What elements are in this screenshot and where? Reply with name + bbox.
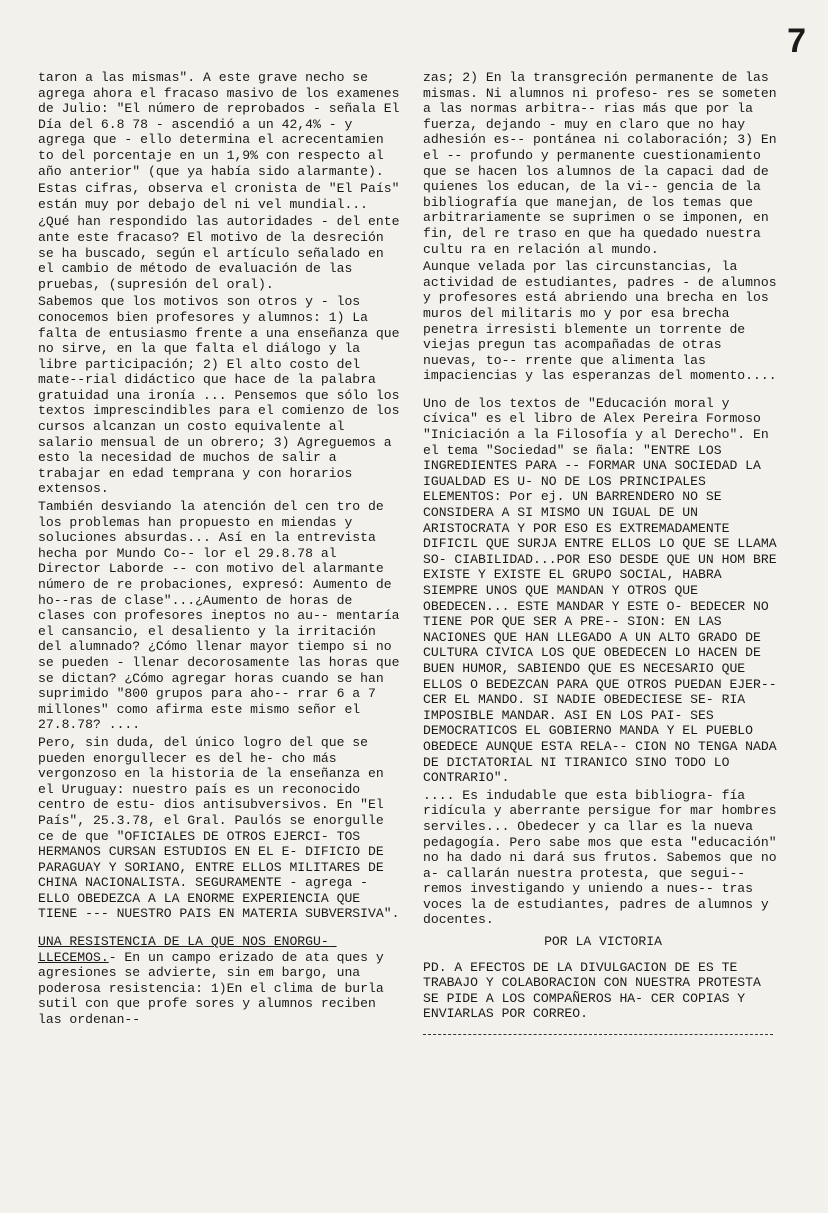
dashed-divider [423, 1034, 773, 1035]
paragraph: taron a las mismas". A este grave necho se agrega ahora el fracaso masivo de los examenes de Julio: "El número de reprobados - señala El Día del 6.8 78 - ascendió a un 42,4% - y agrega que - ello determina el acrecentamien to del porcentaje en un 1,9% con respecto al año anterior" (que ya había sido alarmante). [38, 70, 408, 179]
paragraph: zas; 2) En la transgreción permanente de las mismas. Ni alumnos ni profeso- res se someten a las normas arbitra-- rias más que por la fuerza, dejando - muy en claro que no hay adhesión es-- pontánea ni colaboración; 3) En el -- profundo y permanente cuestionamiento que se hacen los alumnos de la capaci dad de quienes los educan, de la vi-- gencia de la bibliografía que manejan, de los temas que arbitrariamente se suprimen o se imponen, en fin, del re traso en que ha quedado nuestra cultu ra en relación al mundo. [423, 70, 785, 257]
paragraph: Pero, sin duda, del único logro del que se pueden enorgullecer es del he- cho más vergonzoso en la historia de la enseñanza en el Uruguay: nuestro país es un reconocido centro de estu- dios antisubversivos. En "El País", 25.3.78, el Gral. Paulós se enorgulle ce de que "OFICIALES DE OTROS EJERCI- TOS HERMANOS CURSAN ESTUDIOS EN EL E- DIFICIO DE PARAGUAY Y SORIANO, ENTRE ELLOS MILITARES DE CHINA NACIONALISTA. SEGURAMENTE - agrega - ELLO OBEDEZCA A LA ENORME EXPERIENCIA QUE TIENE --- NUESTRO PAIS EN MATERIA SUBVERSIVA". [38, 734, 400, 922]
left-column [38, 70, 408, 1030]
postscript: PD. A EFECTOS DE LA DIVULGACION DE ES TE TRABAJO Y COLABORACION CON NUESTRA PROTESTA SE PIDE A LOS COMPAÑEROS HA- CER COPIAS Y ENVIARLAS POR CORREO. [423, 959, 769, 1022]
section-paragraph [38, 934, 403, 1028]
paragraph: Estas cifras, observa el cronista de "El País" están muy por debajo del ni vel mundial... [38, 181, 408, 212]
paragraph: Uno de los textos de "Educación moral y cívica" es el libro de Alex Pereira Formoso "Iniciación a la Filosofía y al Derecho". En el tema "Sociedad" se ñala: "ENTRE LOS INGREDIENTES PARA -- FORMAR UNA SOCIEDAD LA IGUALDAD ES U- NO DE LOS PRINCIPALES ELEMENTOS: Por ej. UN BARRENDERO NO SE CONSIDERA A SI MISMO UN IGUAL DE UN ARISTOCRATA Y POR ESO ES EXTREMADAMENTE DIFICIL QUE SURJA ENTRE ELLOS LO QUE SE LLAMA SO- CIABILIDAD...POR ESO DESDE QUE UN HOM BRE EXISTE Y EXISTE EL GRUPO SOCIAL, HABRA SIEMPRE UNOS QUE MANDAN Y OTROS QUE OBEDECEN... ESTE MANDAR Y ESTE O- BEDECER NO TIENE POR QUE SER A PRE-- SION: EN LAS NACIONES QUE HAN LLEGADO A UN ALTO GRADO DE CULTURA CIVICA LOS QUE OBEDECEN LO HACEN DE BUEN HUMOR, SABIENDO QUE ES NECESARIO QUE ELLOS O BEDEZCAN PARA QUE OTROS PUEDAN EJER-- CER EL MANDO. SI NADIE OBEDECIESE SE- RIA IMPOSIBLE MANDAR. ASI EN LOS PAI- SES DEMOCRATICOS EL GOBIERNO MANDA Y EL PUEBLO OBEDECE AUNQUE ESTA RELA-- CION NO TENGA NADA DE DICTATORIAL NI TIRANICO SINO TODO LO CONTRARIO". [423, 395, 785, 786]
paragraph: ¿Qué han respondido las autoridades - del ente ante este fracaso? El motivo de la desreción se ha buscado, según el artículo señalado en el cambio de método de evaluación de las pruebas, (supresión del oral). [38, 214, 408, 292]
right-column [423, 70, 783, 1035]
paragraph: Aunque velada por las circunstancias, la actividad de estudiantes, padres - de alumnos y profesores está abriendo una brecha en los muros del militaris mo y por esa brecha penetra irresisti blemente un torrente de viejas pregun tas acompañadas de otras nuevas, to-- rrente que alimenta las impaciencias y las esperanzas del momento.... [423, 259, 785, 384]
paragraph: .... Es indudable que esta bibliogra- fía ridícula y aberrante persigue for mar hombres serviles... Obedecer y ca llar es la nueva pedagogía. Pero sabe mos que esta "educación" no ha dado ni dará sus frutos. Sabemos que no a- callarán nuestra protesta, que segui-- remos investigando y uniendo a nues-- tras voces la de estudiantes, padres de alumnos y docentes. [423, 787, 785, 928]
signature: POR LA VICTORIA [544, 934, 662, 950]
section-text: - En un campo erizado de ata ques y agresiones se advierte, sin em bargo, una poderosa resistencia: 1)En el clima de burla sutil con que profe sores y alumnos reciben las ordenan-- [38, 949, 392, 1028]
page-number: 7 [787, 22, 806, 60]
paragraph: Sabemos que los motivos son otros y - los conocemos bien profesores y alumnos: 1) La falta de entusiasmo frente a una enseñanza que no sirve, en la que falta el diálogo y la libre participación; 2) El alto costo del mate--rial didáctico que hace de la palabra gratuidad una ironía ... Pensemos que sólo los textos imprescindibles para el comienzo de los cursos alcanzan un costo equivalente al salario mensual de un obrero; 3) Agreguemos a esto la necesidad de muchos de salir a trabajar en edad temprana y con horarios extensos. [38, 294, 408, 497]
paragraph: También desviando la atención del cen tro de los problemas han propuesto en miendas y soluciones absurdas... Así en la entrevista hecha por Mundo Co-- lor el 29.8.78 al Director Laborde -- con motivo del alarmante número de re probaciones, expresó: Aumento de ho--ras de clase"...¿Aumento de horas de clases con profesores ineptos no au-- mentaría el cansancio, el desaliento y la irritación del alumnado? ¿Cómo llenar mayor tiempo si no se pueden - llenar decorosamente las horas que se dictan? ¿Cómo agregar horas cuando se han suprimido "800 grupos para aho-- rrar 6 a 7 millones" como afirma este mismo señor el 27.8.78? .... [38, 499, 408, 733]
section-heading: UNA RESISTENCIA DE LA QUE NOS ENORGU- LLECEMOS. [38, 934, 337, 965]
